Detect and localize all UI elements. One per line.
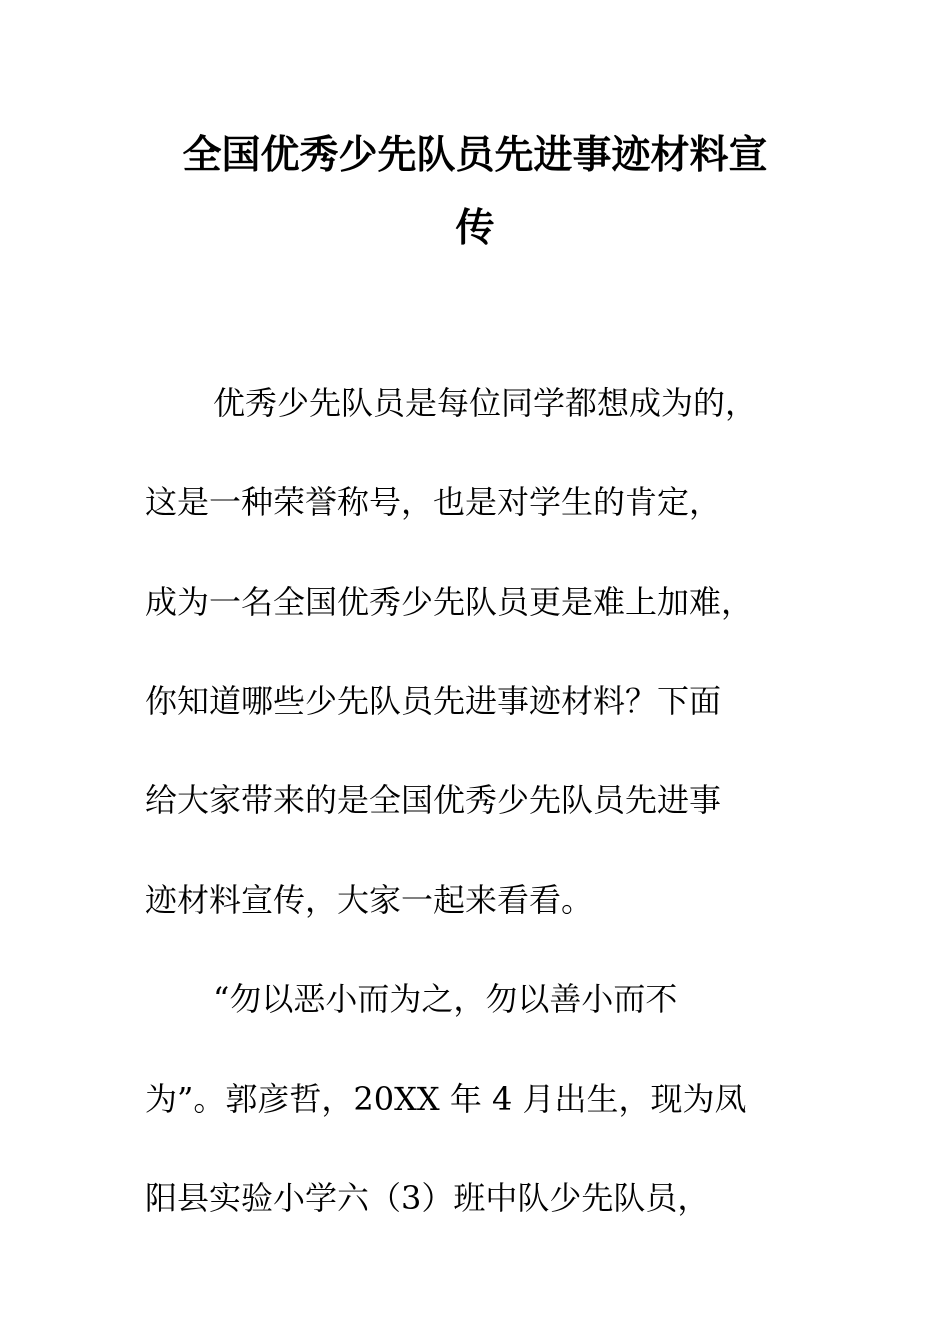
paragraph-line-1: 优秀少先队员是每位同学都想成为的， — [213, 384, 758, 422]
paragraph-line-3: 成为一名全国优秀少先队员更是难上加难， — [145, 583, 754, 621]
paragraph-line-9: 阳县实验小学六（3）班中队少先队员， — [145, 1179, 710, 1217]
paragraph-line-6: 迹材料宣传，大家一起来看看。 — [145, 881, 594, 919]
document-title-line-1: 全国优秀少先队员先进事迹材料宣 — [182, 132, 768, 178]
paragraph-line-5: 给大家带来的是全国优秀少先队员先进事 — [145, 781, 722, 819]
paragraph-line-4: 你知道哪些少先队员先进事迹材料？下面 — [145, 682, 722, 720]
document-title-line-2: 传 — [455, 205, 495, 251]
paragraph-line-8: 为”。郭彦哲，20XX 年 4 月出生，现为凤 — [145, 1080, 747, 1118]
paragraph-line-2: 这是一种荣誉称号，也是对学生的肯定， — [145, 483, 722, 521]
paragraph-line-7: “勿以恶小而为之，勿以善小而不 — [213, 980, 678, 1018]
